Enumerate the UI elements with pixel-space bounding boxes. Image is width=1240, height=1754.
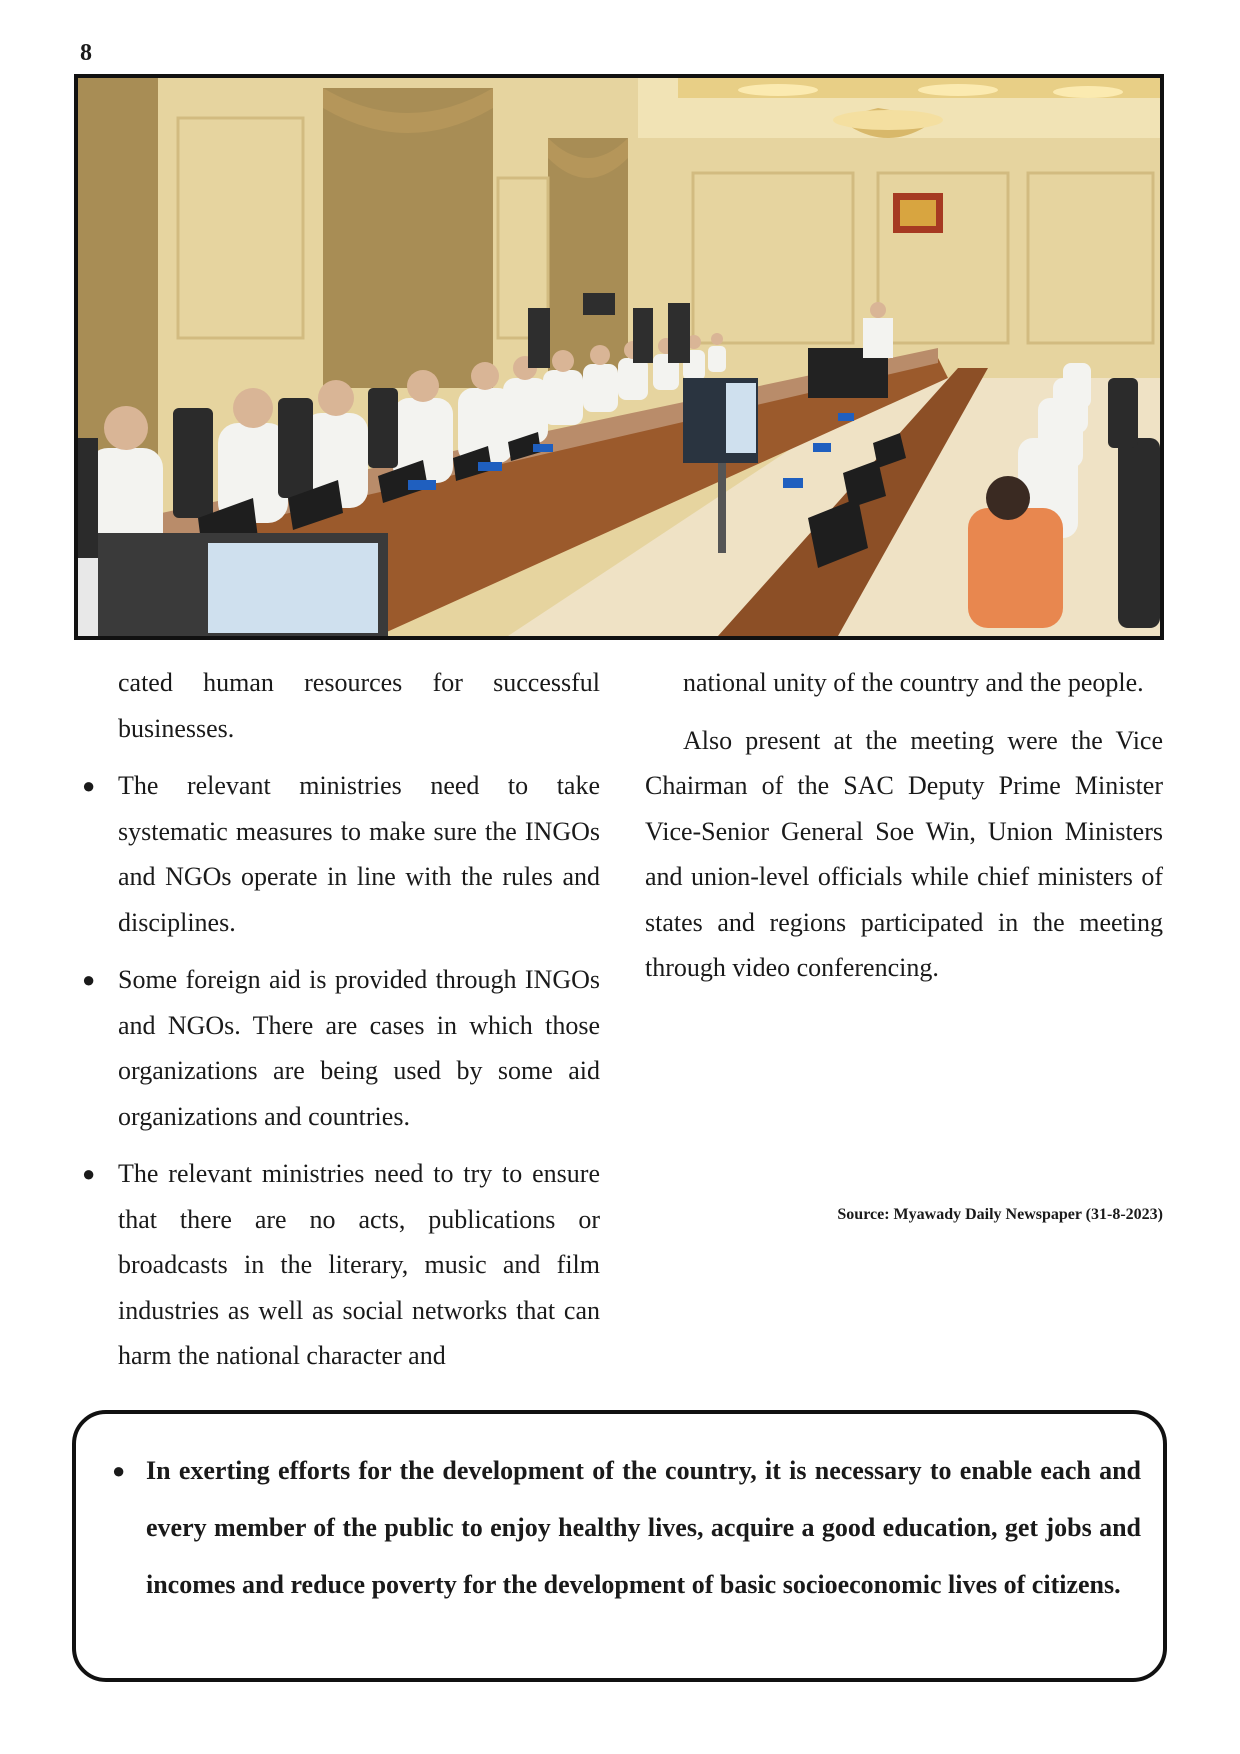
source-citation: Source: Myawady Daily Newspaper (31-8-2023) bbox=[837, 1206, 1163, 1223]
bullet-icon: ● bbox=[82, 773, 96, 798]
list-item bbox=[80, 957, 600, 1139]
meeting-room-photo-icon bbox=[78, 78, 1160, 636]
list-item bbox=[80, 1151, 600, 1379]
bullet-text: The relevant ministries need to take systematic measures to make sure the INGOs and NGOs operate in line with the rules and disciplines. bbox=[118, 771, 600, 937]
callout-text: In exerting efforts for the development of the country, it is necessary to enable each and every member of the public to enjoy healthy lives, acquire a good education, get jobs and incomes and reduce poverty for the development of basic socioeconomic lives of citizens. bbox=[146, 1456, 1141, 1599]
right-column bbox=[645, 660, 1163, 991]
bullet-icon: ● bbox=[82, 1161, 96, 1186]
callout-box bbox=[72, 1410, 1167, 1682]
meeting-photo bbox=[74, 74, 1164, 640]
list-item bbox=[80, 763, 600, 945]
callout-item bbox=[112, 1442, 1141, 1613]
attendees-paragraph: Also present at the meeting were the Vice Chairman of the SAC Deputy Prime Minister Vice-Senior General Soe Win, Union Ministers and union-level officials while chief ministers of states and regions participated in the meeting through video conferencing. bbox=[645, 725, 1163, 982]
bullet-text: Some foreign aid is provided through INGOs and NGOs. There are cases in which those organizations are being used by some aid organizations and countries. bbox=[118, 965, 600, 1131]
bullet-text: The relevant ministries need to try to ensure that there are no acts, publications or broadcasts in the literary, music and film industries as well as social networks that can harm the national character and bbox=[118, 1159, 600, 1370]
page-number: 8 bbox=[80, 40, 92, 66]
bullet-icon: ● bbox=[82, 967, 96, 992]
left-continuation-paragraph: cated human resources for successful businesses. bbox=[118, 668, 600, 743]
right-continuation-paragraph: national unity of the country and the people. bbox=[683, 668, 1144, 697]
left-column bbox=[80, 660, 600, 1379]
bullet-icon: ● bbox=[112, 1458, 126, 1483]
